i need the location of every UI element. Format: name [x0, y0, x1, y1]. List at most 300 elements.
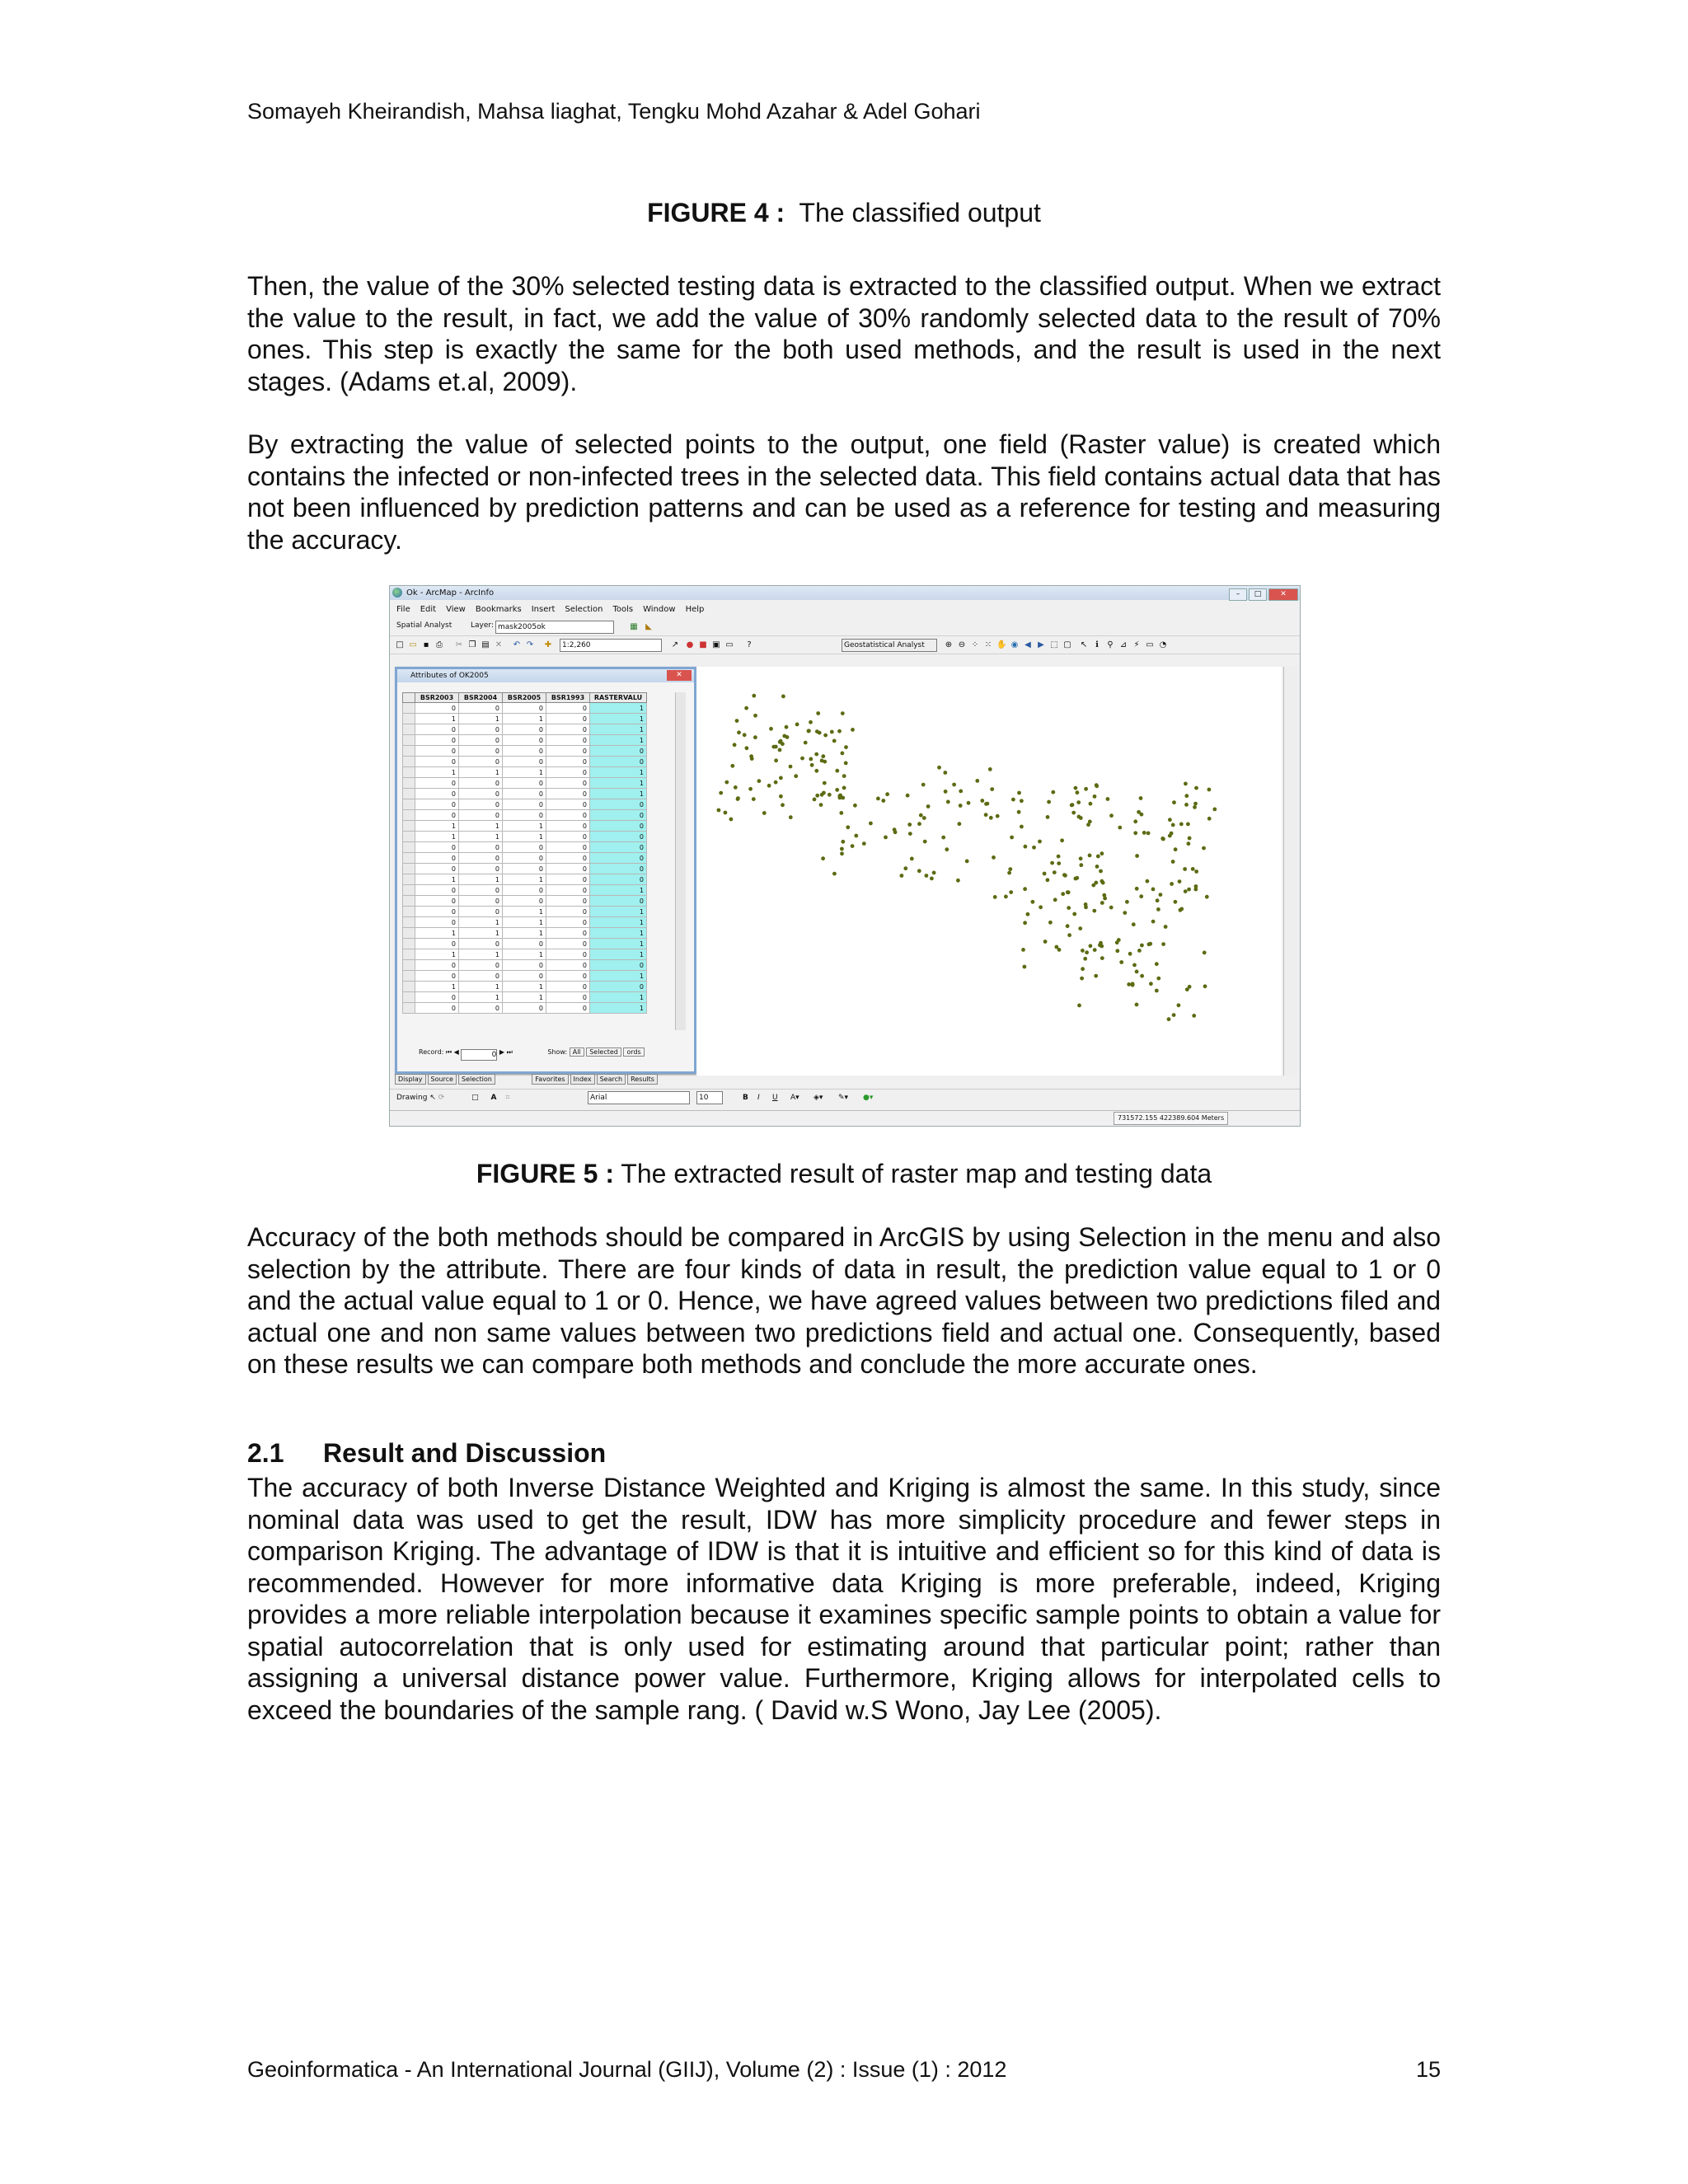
sample-point: [810, 763, 814, 767]
column-header[interactable]: BSR2005: [503, 693, 546, 703]
table-cell: 0: [415, 939, 459, 949]
map-view[interactable]: [696, 667, 1282, 1076]
show-label: Show:: [547, 1048, 568, 1056]
table-row[interactable]: [403, 810, 647, 821]
callout-icon[interactable]: ⌗: [505, 1094, 510, 1102]
table-cell: 1: [503, 767, 546, 778]
sample-point: [1010, 836, 1014, 840]
section-number: 2.1: [247, 1438, 284, 1468]
geostatistical-analyst-menu[interactable]: Geostatistical Analyst: [842, 639, 937, 652]
menu-insert[interactable]: Insert: [531, 605, 556, 614]
column-header[interactable]: BSR1993: [546, 693, 590, 703]
sample-point: [1095, 865, 1100, 869]
row-selector[interactable]: [403, 778, 415, 789]
sample-point: [1117, 938, 1121, 942]
table-cell: 1: [459, 949, 503, 960]
table-cell: 1: [415, 714, 459, 724]
table-cell: 1: [415, 949, 459, 960]
font-size-select[interactable]: 10: [696, 1091, 723, 1104]
table-cell: 0: [503, 896, 546, 907]
sample-point: [943, 771, 947, 775]
table-cell: 0: [546, 789, 590, 799]
table-cell: 0: [415, 907, 459, 917]
table-cell: 0: [503, 757, 546, 767]
arcmap-globe-icon: [392, 588, 402, 598]
maximize-icon[interactable]: □: [1249, 588, 1267, 601]
tab-selection[interactable]: Selection: [458, 1074, 495, 1085]
row-selector[interactable]: [403, 874, 415, 885]
table-cell: 1: [590, 917, 647, 928]
sample-point: [1004, 895, 1008, 899]
add-data-icon[interactable]: ✚: [544, 640, 552, 649]
sample-point: [1123, 911, 1127, 915]
row-selector[interactable]: [403, 735, 415, 746]
table-cell: 0: [590, 842, 647, 853]
record-input[interactable]: 0: [461, 1049, 497, 1061]
sample-point: [1079, 856, 1083, 860]
sample-point: [782, 734, 786, 738]
sample-point: [1171, 860, 1175, 864]
menu-edit[interactable]: Edit: [420, 605, 437, 614]
tab-display[interactable]: Display: [395, 1074, 426, 1085]
save-icon[interactable]: ▪: [423, 640, 429, 649]
sample-point: [1194, 786, 1198, 790]
table-row[interactable]: [403, 832, 647, 842]
sample-point: [1149, 982, 1153, 986]
sample-point: [748, 787, 753, 791]
fixed-zoom-in-icon[interactable]: ⁘: [971, 640, 979, 649]
sample-point: [1100, 879, 1104, 883]
table-row[interactable]: [403, 949, 647, 960]
row-selector[interactable]: [403, 907, 415, 917]
sample-point: [757, 779, 762, 783]
sample-point: [835, 769, 839, 773]
sample-point: [1053, 870, 1057, 874]
tab-favorites[interactable]: Favorites: [532, 1074, 568, 1085]
table-row[interactable]: [403, 842, 647, 853]
row-selector[interactable]: [403, 917, 415, 928]
table-cell: 0: [546, 703, 590, 714]
bold-icon[interactable]: B: [743, 1094, 748, 1102]
sample-point: [800, 757, 804, 761]
forward-extent-icon[interactable]: ▶: [1038, 640, 1044, 649]
sample-point: [1093, 794, 1097, 799]
sample-point: [881, 799, 885, 803]
table-cell: 0: [459, 789, 503, 799]
attribute-vertical-scrollbar[interactable]: [675, 692, 686, 1030]
table-row[interactable]: [403, 928, 647, 939]
sample-point: [1203, 951, 1207, 955]
contour-icon[interactable]: ◣: [645, 622, 652, 631]
row-selector[interactable]: [403, 982, 415, 992]
table-cell: 0: [459, 810, 503, 821]
menu-window[interactable]: Window: [643, 605, 676, 614]
sample-point: [1062, 873, 1067, 877]
menu-view[interactable]: View: [446, 605, 466, 614]
sample-point: [778, 748, 782, 752]
table-row[interactable]: [403, 746, 647, 757]
table-cell: 1: [503, 949, 546, 960]
row-selector[interactable]: [403, 992, 415, 1003]
sample-point: [781, 803, 785, 807]
row-selector[interactable]: [403, 799, 415, 810]
sample-point: [1212, 808, 1217, 812]
sample-point: [779, 776, 783, 780]
table-row[interactable]: [403, 971, 647, 982]
table-row[interactable]: [403, 767, 647, 778]
sample-point: [832, 872, 837, 876]
table-row[interactable]: [403, 724, 647, 735]
sample-point: [952, 783, 956, 787]
print-icon[interactable]: ⎙: [436, 640, 443, 649]
sample-point: [1125, 900, 1129, 904]
table-cell: 0: [546, 746, 590, 757]
sample-point: [1057, 855, 1061, 859]
row-selector[interactable]: [403, 832, 415, 842]
row-selector[interactable]: [403, 1003, 415, 1014]
sample-point: [809, 720, 813, 724]
back-extent-icon[interactable]: ◀: [1025, 640, 1031, 649]
column-header[interactable]: RASTERVALU: [590, 693, 647, 703]
sample-point: [1103, 897, 1107, 901]
row-selector[interactable]: [403, 714, 415, 724]
new-icon[interactable]: □: [396, 640, 404, 649]
table-row[interactable]: [403, 778, 647, 789]
sample-point: [736, 796, 740, 800]
row-selector[interactable]: [403, 853, 415, 864]
row-selector[interactable]: [403, 724, 415, 735]
sample-point: [1191, 867, 1195, 871]
table-cell: 0: [459, 724, 503, 735]
row-selector[interactable]: [403, 842, 415, 853]
table-cell: 0: [546, 939, 590, 949]
redo-icon[interactable]: ↷: [526, 640, 534, 649]
sample-point: [1100, 956, 1104, 960]
tab-results[interactable]: Results: [627, 1074, 658, 1085]
full-extent-icon[interactable]: ◉: [1010, 640, 1019, 649]
table-cell: 0: [546, 917, 590, 928]
sample-point: [1148, 942, 1152, 946]
tab-source[interactable]: Source: [428, 1074, 457, 1085]
table-row[interactable]: [403, 799, 647, 810]
tab-search[interactable]: Search: [597, 1074, 626, 1085]
sample-point: [1183, 867, 1187, 871]
sample-point: [1067, 933, 1071, 937]
sample-point: [925, 874, 929, 878]
open-icon[interactable]: ▭: [409, 640, 417, 649]
table-cell: 0: [503, 842, 546, 853]
table-cell: 0: [546, 810, 590, 821]
sample-point: [1007, 871, 1011, 875]
identify-icon[interactable]: ℹ: [1095, 640, 1099, 649]
row-selector[interactable]: [403, 767, 415, 778]
row-selector[interactable]: [403, 928, 415, 939]
table-row[interactable]: [403, 960, 647, 971]
sample-point: [1091, 883, 1095, 888]
sample-point: [1072, 912, 1076, 916]
sample-point: [837, 729, 842, 733]
row-selector[interactable]: [403, 949, 415, 960]
sample-point: [862, 841, 866, 846]
sample-point: [1023, 921, 1027, 925]
record-navigation: [402, 1044, 687, 1061]
select-elements-icon[interactable]: ↖: [1080, 640, 1088, 649]
italic-icon[interactable]: I: [757, 1094, 760, 1102]
table-cell: 0: [503, 746, 546, 757]
sample-point: [1023, 887, 1027, 891]
paste-icon[interactable]: ▤: [481, 640, 490, 649]
table-cell: 0: [415, 864, 459, 874]
table-cell: 1: [415, 767, 459, 778]
sample-point: [1146, 832, 1151, 836]
sample-point: [821, 856, 825, 860]
copy-icon[interactable]: ❐: [468, 640, 476, 649]
sample-point: [1066, 890, 1070, 894]
table-row[interactable]: [403, 917, 647, 928]
table-row[interactable]: [403, 703, 647, 714]
sample-point: [958, 822, 962, 826]
row-selector[interactable]: [403, 939, 415, 949]
table-cell: 0: [459, 971, 503, 982]
sample-point: [1057, 948, 1062, 952]
row-selector[interactable]: [403, 864, 415, 874]
select-arrow-icon[interactable]: ↖: [429, 1094, 436, 1102]
table-row[interactable]: [403, 885, 647, 896]
sample-point: [724, 780, 729, 785]
row-selector[interactable]: [403, 821, 415, 832]
scale-input[interactable]: 1:2,260: [560, 639, 662, 652]
table-row[interactable]: [403, 864, 647, 874]
options-button[interactable]: ords: [623, 1047, 644, 1057]
underline-icon[interactable]: U: [772, 1094, 778, 1102]
sample-point: [1092, 909, 1096, 913]
sample-point: [1132, 922, 1136, 926]
sample-point: [1088, 854, 1092, 858]
sample-point: [1031, 900, 1035, 904]
catalog-icon[interactable]: ●: [686, 640, 694, 649]
sample-point: [1077, 815, 1081, 819]
sample-point: [734, 785, 738, 790]
sample-point: [729, 818, 734, 822]
row-selector[interactable]: [403, 885, 415, 896]
sample-point: [1046, 878, 1050, 882]
fill-color-icon[interactable]: ◈▾: [814, 1094, 823, 1102]
sample-point: [1203, 984, 1207, 988]
modelbuilder-icon[interactable]: ▭: [725, 640, 734, 649]
sample-point: [1172, 800, 1176, 804]
table-cell: 0: [546, 832, 590, 842]
text-tool-icon[interactable]: A: [490, 1094, 497, 1102]
table-cell: 1: [503, 821, 546, 832]
next-record-icon[interactable]: ▶: [499, 1048, 505, 1056]
sample-point: [1095, 783, 1099, 787]
table-cell: 1: [415, 928, 459, 939]
menu-tools[interactable]: Tools: [612, 605, 634, 614]
layer-select[interactable]: mask2005ok: [495, 621, 614, 634]
sample-point: [903, 866, 907, 870]
sample-point: [819, 803, 823, 807]
sample-point: [1078, 926, 1082, 930]
html-popup-icon[interactable]: ▭: [1146, 640, 1154, 649]
drawing-menu[interactable]: Drawing: [396, 1094, 428, 1102]
sample-point: [1205, 895, 1209, 899]
show-all-button[interactable]: All: [570, 1047, 584, 1057]
window-titlebar: [390, 586, 1300, 600]
clear-selection-icon[interactable]: ▢: [1063, 640, 1071, 649]
table-cell: 1: [459, 832, 503, 842]
sample-point: [1096, 855, 1100, 859]
first-record-icon[interactable]: ⏮: [445, 1048, 452, 1056]
prev-record-icon[interactable]: ◀: [453, 1048, 459, 1056]
sample-point: [1048, 921, 1053, 925]
zoom-in-icon[interactable]: ⊕: [945, 640, 953, 649]
table-cell: 0: [503, 1003, 546, 1014]
table-cell: 1: [590, 971, 647, 982]
sample-point: [840, 851, 844, 855]
fixed-zoom-out-icon[interactable]: ⁙: [984, 640, 992, 649]
table-row[interactable]: [403, 1003, 647, 1014]
sample-point: [876, 797, 880, 801]
sample-point: [1127, 982, 1131, 987]
table-row[interactable]: [403, 821, 647, 832]
sample-point: [1011, 798, 1015, 802]
table-row[interactable]: [403, 735, 647, 746]
minimize-icon[interactable]: –: [1229, 588, 1247, 601]
sample-point: [1026, 912, 1030, 916]
python-icon[interactable]: ▣: [712, 640, 720, 649]
attr-close-icon[interactable]: ✕: [667, 670, 692, 681]
sample-point: [1081, 949, 1085, 953]
font-color-icon[interactable]: A▾: [790, 1094, 799, 1102]
table-cell: 1: [590, 703, 647, 714]
row-selector[interactable]: [403, 703, 415, 714]
show-selected-button[interactable]: Selected: [586, 1047, 621, 1057]
column-header[interactable]: BSR2004: [459, 693, 503, 703]
zoom-out-icon[interactable]: ⊖: [958, 640, 966, 649]
row-selector[interactable]: [403, 971, 415, 982]
table-cell: 0: [546, 982, 590, 992]
sample-point: [1109, 813, 1114, 818]
table-cell: 1: [459, 992, 503, 1003]
table-row[interactable]: [403, 992, 647, 1003]
sample-point: [1109, 906, 1114, 910]
rotate-icon[interactable]: ⟳: [438, 1094, 445, 1102]
histogram-icon[interactable]: ▦: [630, 622, 638, 631]
sample-point: [1159, 893, 1163, 897]
table-cell: 0: [459, 757, 503, 767]
table-row[interactable]: [403, 853, 647, 864]
find-icon[interactable]: ⚲: [1107, 640, 1114, 649]
column-header[interactable]: BSR2003: [415, 693, 459, 703]
sample-point: [1193, 805, 1197, 809]
sample-point: [1020, 825, 1024, 829]
map-vertical-scrollbar[interactable]: [1283, 667, 1297, 1076]
line-color-icon[interactable]: ✎▾: [838, 1094, 849, 1102]
table-cell: 0: [546, 864, 590, 874]
row-selector[interactable]: [403, 896, 415, 907]
toolbox-icon[interactable]: ■: [699, 640, 707, 649]
sample-point: [1156, 977, 1160, 981]
menu-selection[interactable]: Selection: [565, 605, 603, 614]
table-cell: 0: [546, 896, 590, 907]
sample-point: [1043, 872, 1047, 876]
sample-point: [1151, 920, 1156, 924]
sample-point: [1156, 907, 1160, 912]
sample-point: [1177, 1003, 1181, 1007]
rectangle-icon[interactable]: □: [471, 1094, 479, 1102]
spatial-analyst-toolbar: [390, 619, 1300, 636]
undo-icon[interactable]: ↶: [513, 640, 521, 649]
table-cell: 0: [546, 778, 590, 789]
delete-icon[interactable]: ✕: [495, 640, 503, 649]
editor-icon[interactable]: ↗: [671, 640, 679, 649]
menu-help[interactable]: Help: [685, 605, 705, 614]
sample-point: [749, 754, 753, 758]
table-cell: 0: [415, 735, 459, 746]
table-cell: 0: [590, 960, 647, 971]
sample-point: [1207, 788, 1212, 792]
table-cell: 0: [459, 703, 503, 714]
row-selector[interactable]: [403, 789, 415, 799]
table-row[interactable]: [403, 939, 647, 949]
sample-point: [781, 695, 785, 699]
sample-point: [823, 733, 828, 738]
row-selector[interactable]: [403, 960, 415, 971]
menu-file[interactable]: File: [396, 605, 410, 614]
table-row[interactable]: [403, 757, 647, 767]
table-cell: 1: [459, 928, 503, 939]
table-cell: 0: [415, 992, 459, 1003]
table-cell: 0: [546, 874, 590, 885]
table-row[interactable]: [403, 982, 647, 992]
time-slider-icon[interactable]: ◔: [1159, 640, 1167, 649]
table-cell: 1: [415, 821, 459, 832]
hyperlink-icon[interactable]: ⚡: [1133, 640, 1140, 649]
table-cell: 0: [459, 778, 503, 789]
select-features-icon[interactable]: ⬚: [1050, 640, 1058, 649]
font-select[interactable]: Arial: [588, 1091, 690, 1104]
table-cell: 0: [459, 939, 503, 949]
whats-this-icon[interactable]: ?: [747, 640, 752, 649]
table-cell: 0: [503, 853, 546, 864]
cut-icon[interactable]: ✂: [455, 640, 463, 649]
sample-point: [762, 811, 767, 815]
table-cell: 0: [459, 907, 503, 917]
tab-index[interactable]: Index: [570, 1074, 595, 1085]
table-row[interactable]: [403, 896, 647, 907]
sample-point: [1156, 898, 1160, 902]
table-cell: 0: [546, 842, 590, 853]
measure-icon[interactable]: ⊿: [1119, 640, 1128, 649]
spatial-analyst-menu[interactable]: Spatial Analyst: [396, 621, 452, 630]
row-selector[interactable]: [403, 746, 415, 757]
table-row[interactable]: [403, 714, 647, 724]
last-record-icon[interactable]: ⏭: [506, 1048, 513, 1056]
table-row[interactable]: [403, 907, 647, 917]
table-row[interactable]: [403, 789, 647, 799]
pan-icon[interactable]: ✋: [996, 640, 1007, 649]
marker-color-icon[interactable]: ●▾: [863, 1094, 874, 1102]
menu-bookmarks[interactable]: Bookmarks: [475, 605, 522, 614]
sample-point: [1167, 1017, 1171, 1021]
row-selector[interactable]: [403, 757, 415, 767]
sample-point: [932, 871, 936, 875]
sample-point: [841, 752, 845, 756]
row-selector[interactable]: [403, 810, 415, 821]
table-row[interactable]: [403, 874, 647, 885]
close-icon[interactable]: ✕: [1268, 588, 1298, 601]
sample-point: [774, 758, 778, 762]
